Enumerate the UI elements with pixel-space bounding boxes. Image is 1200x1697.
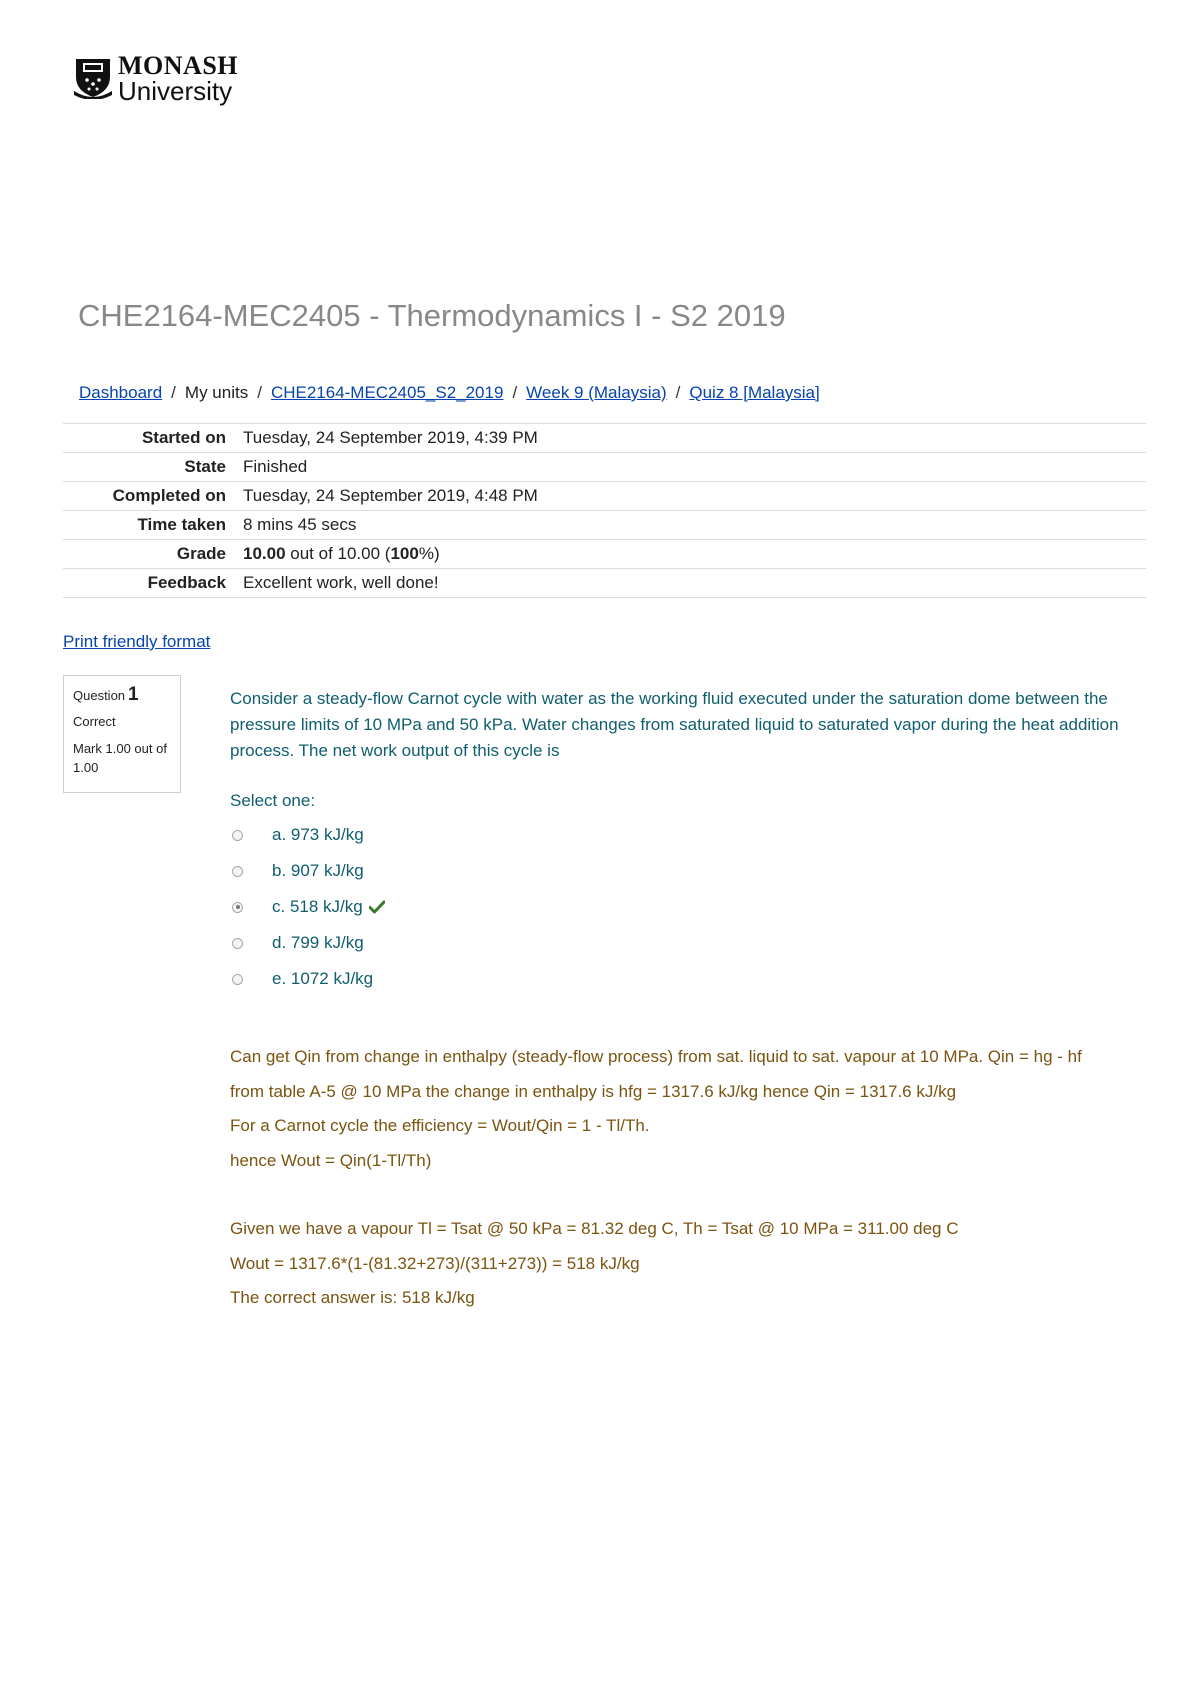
answer-list: [232, 817, 385, 997]
summary-label: Time taken: [137, 515, 226, 534]
select-prompt: Select one:: [230, 791, 316, 810]
feedback-line: Can get Qin from change in enthalpy (steady-flow process) from sat. liquid to sat. vapour at 10 MPa. Qin = hg - hf: [230, 1047, 1082, 1066]
breadcrumb-dashboard[interactable]: Dashboard: [79, 383, 163, 402]
summary-label: Completed on: [112, 486, 226, 505]
summary-row-time: [63, 511, 1146, 540]
right-answer: The correct answer is: 518 kJ/kg: [230, 1288, 475, 1307]
summary-value: Tuesday, 24 September 2019, 4:48 PM: [243, 486, 538, 505]
summary-label: Feedback: [147, 573, 226, 592]
summary-value: 8 mins 45 secs: [243, 515, 357, 534]
answer-option-d[interactable]: [232, 925, 385, 961]
feedback-line: hence Wout = Qin(1-Tl/Th): [230, 1150, 432, 1170]
question-number: [73, 684, 171, 706]
summary-value: Finished: [243, 457, 308, 476]
question-text: Consider a steady-flow Carnot cycle with water as the working fluid executed under the saturation dome between the pressure limits of 10 MPa and 50 kPa. Water changes from saturated liquid to saturated vapor during the heat addition process. The net work output of this cycle is: [230, 689, 1119, 760]
radio-button-selected[interactable]: [232, 902, 243, 913]
feedback-line: Wout = 1317.6*(1-(81.32+273)/(311+273)) = 518 kJ/kg: [230, 1253, 640, 1273]
feedback-line: from table A-5 @ 10 MPa the change in enthalpy is hfg = 1317.6 kJ/kg hence Qin = 1317.6 kJ/kg: [230, 1081, 957, 1101]
grade-score: 10.00: [243, 544, 286, 563]
summary-label: Grade: [176, 544, 226, 563]
answer-option-e[interactable]: [232, 961, 385, 997]
answer-label: c. 518 kJ/kg: [272, 897, 363, 916]
breadcrumb-week[interactable]: Week 9 (Malaysia): [526, 383, 667, 402]
feedback-line: For a Carnot cycle the efficiency = Wout/Qin = 1 - Tl/Th.: [230, 1116, 650, 1135]
question-grade: Mark 1.00 out of 1.00: [73, 741, 167, 775]
answer-option-b[interactable]: [232, 853, 385, 889]
answer-label: e. 1072 kJ/kg: [272, 969, 374, 988]
question-info-box: [63, 675, 181, 793]
summary-row-state: [63, 453, 1146, 482]
breadcrumb-quiz[interactable]: Quiz 8 [Malaysia]: [689, 383, 820, 402]
answer-label: b. 907 kJ/kg: [272, 861, 364, 880]
summary-row-grade: [63, 540, 1146, 569]
breadcrumb-separator: /: [171, 383, 176, 402]
radio-button[interactable]: [232, 938, 243, 949]
print-friendly-link[interactable]: Print friendly format: [63, 632, 211, 651]
breadcrumb: [79, 383, 820, 403]
question-state: Correct: [73, 714, 116, 729]
breadcrumb-separator: /: [675, 383, 681, 402]
grade-close: %): [418, 544, 440, 563]
general-feedback: [230, 1040, 1150, 1316]
feedback-spacer: [230, 1178, 1150, 1212]
breadcrumb-my-units: My units: [184, 383, 249, 402]
summary-label: Started on: [141, 428, 226, 447]
summary-value: Tuesday, 24 September 2019, 4:39 PM: [243, 428, 538, 447]
answer-label: d. 799 kJ/kg: [272, 933, 364, 952]
question-number-value: 1: [128, 684, 139, 705]
monash-logo[interactable]: [74, 53, 238, 104]
monash-crest-icon: [74, 53, 112, 99]
summary-row-completed: [63, 482, 1146, 511]
summary-label: State: [184, 457, 226, 476]
breadcrumb-separator: /: [257, 383, 262, 402]
summary-row-started: [63, 424, 1146, 453]
question-label: Question: [73, 688, 126, 703]
radio-button[interactable]: [232, 974, 243, 985]
summary-value: Excellent work, well done!: [243, 573, 439, 592]
attempt-summary-table: [63, 423, 1146, 598]
answer-label: a. 973 kJ/kg: [272, 825, 364, 844]
radio-button[interactable]: [232, 830, 243, 841]
answer-option-c[interactable]: [232, 889, 385, 925]
feedback-line: Given we have a vapour Tl = Tsat @ 50 kPa = 81.32 deg C, Th = Tsat @ 10 MPa = 311.00 deg C: [230, 1219, 959, 1238]
answer-option-a[interactable]: [232, 817, 385, 853]
logo-line-2: University: [118, 76, 233, 106]
grade-out-of: out of 10.00 (: [285, 544, 391, 563]
page-title: CHE2164-MEC2405 - Thermodynamics I - S2 2019: [78, 298, 786, 333]
breadcrumb-unit[interactable]: CHE2164-MEC2405_S2_2019: [270, 383, 504, 402]
summary-row-feedback: [63, 569, 1146, 598]
check-icon: [369, 900, 385, 914]
logo-line-1: MONASH: [118, 51, 238, 80]
radio-button[interactable]: [232, 866, 243, 877]
breadcrumb-separator: /: [512, 383, 518, 402]
grade-percent: 100: [390, 544, 419, 563]
summary-value: [236, 540, 1146, 569]
